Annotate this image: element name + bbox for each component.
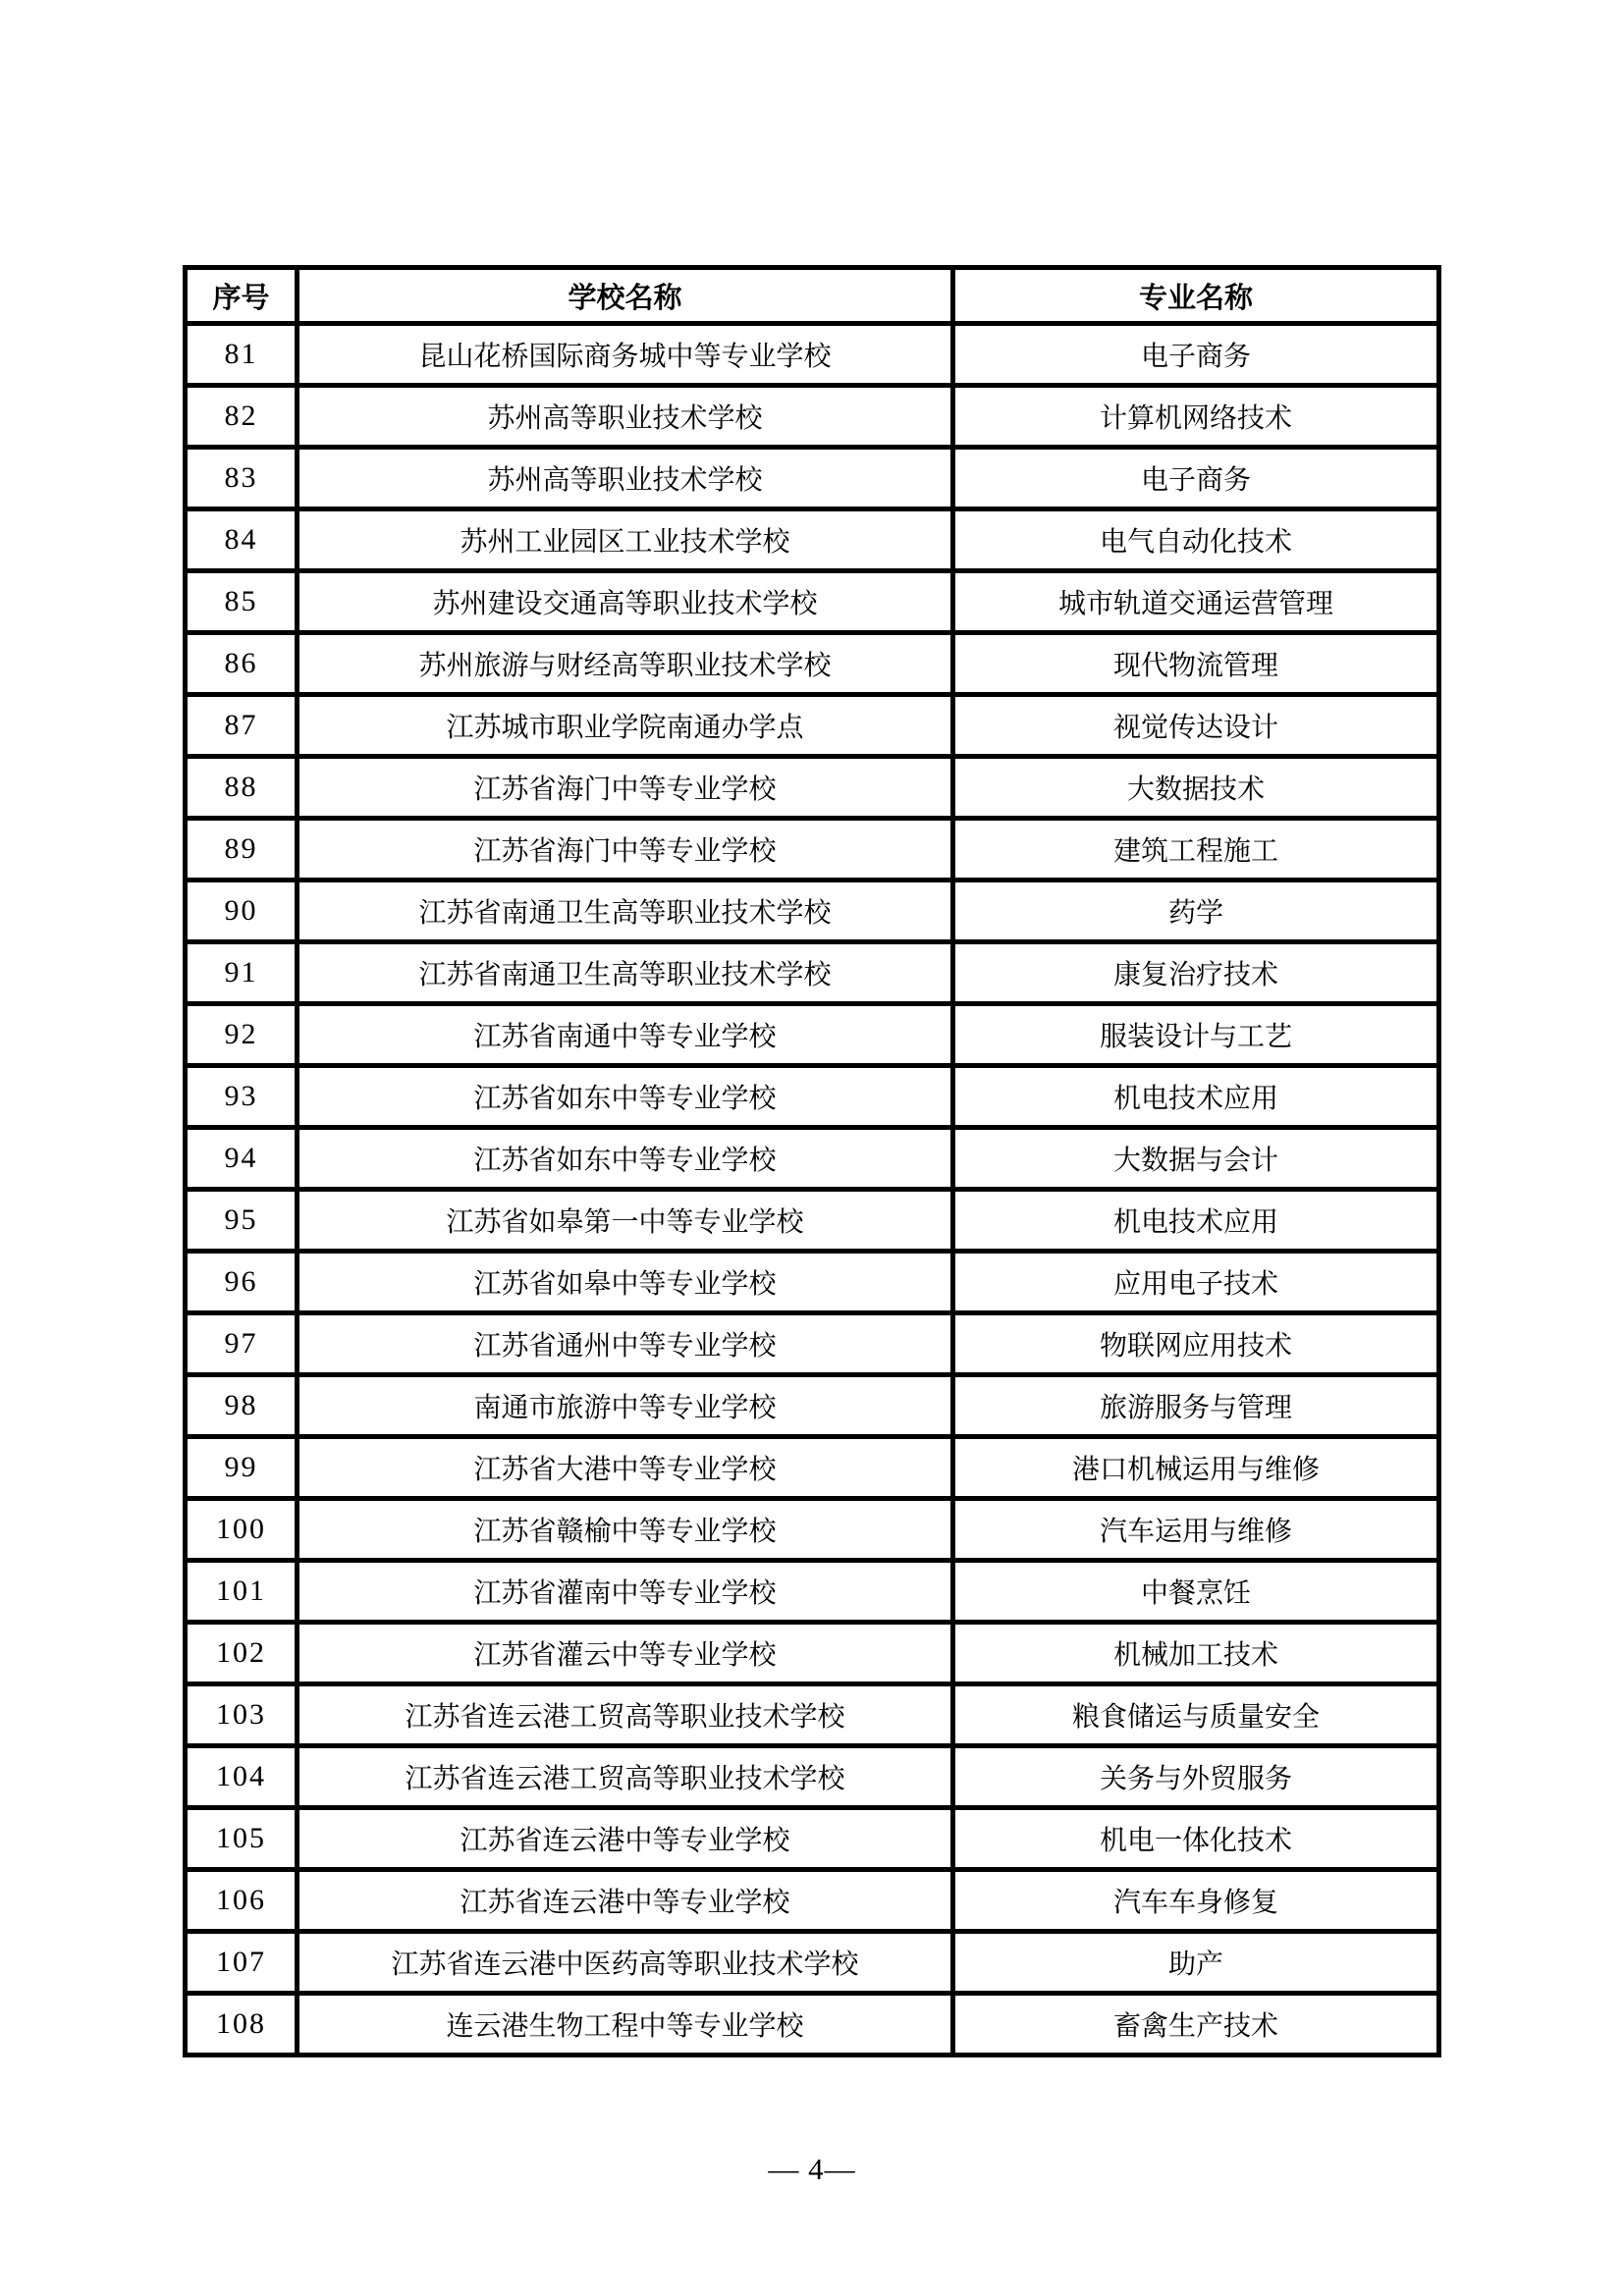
table-row bbox=[186, 1313, 1439, 1375]
row-index: 102 bbox=[186, 1623, 298, 1684]
row-major: 粮食储运与质量安全 bbox=[953, 1684, 1439, 1746]
row-index: 86 bbox=[186, 633, 298, 695]
row-major: 汽车车身修复 bbox=[953, 1870, 1439, 1932]
row-index: 97 bbox=[186, 1313, 298, 1375]
row-major: 机电技术应用 bbox=[953, 1190, 1439, 1252]
row-school: 江苏省南通中等专业学校 bbox=[298, 1004, 953, 1066]
row-index: 84 bbox=[186, 509, 298, 571]
table-row bbox=[186, 1437, 1439, 1499]
row-major: 药学 bbox=[953, 881, 1439, 942]
row-index: 103 bbox=[186, 1684, 298, 1746]
table-row bbox=[186, 1128, 1439, 1190]
column-header-index: 序号 bbox=[186, 268, 298, 324]
row-school: 江苏省灌云中等专业学校 bbox=[298, 1623, 953, 1684]
row-major: 计算机网络技术 bbox=[953, 386, 1439, 448]
row-index: 106 bbox=[186, 1870, 298, 1932]
row-school: 江苏省海门中等专业学校 bbox=[298, 819, 953, 881]
row-index: 90 bbox=[186, 881, 298, 942]
row-index: 93 bbox=[186, 1066, 298, 1128]
row-index: 81 bbox=[186, 324, 298, 386]
table-row bbox=[186, 1808, 1439, 1870]
row-major: 电子商务 bbox=[953, 324, 1439, 386]
row-major: 应用电子技术 bbox=[953, 1252, 1439, 1313]
table-row bbox=[186, 1066, 1439, 1128]
row-school: 江苏省如东中等专业学校 bbox=[298, 1066, 953, 1128]
row-index: 88 bbox=[186, 757, 298, 819]
row-school: 江苏省连云港工贸高等职业技术学校 bbox=[298, 1746, 953, 1808]
row-major: 大数据技术 bbox=[953, 757, 1439, 819]
row-school: 江苏省大港中等专业学校 bbox=[298, 1437, 953, 1499]
row-major: 现代物流管理 bbox=[953, 633, 1439, 695]
row-school: 江苏省连云港中等专业学校 bbox=[298, 1808, 953, 1870]
table-row bbox=[186, 819, 1439, 881]
table-row bbox=[186, 1375, 1439, 1437]
table-row bbox=[186, 1684, 1439, 1746]
table-row bbox=[186, 509, 1439, 571]
row-index: 89 bbox=[186, 819, 298, 881]
row-school: 江苏省如皋第一中等专业学校 bbox=[298, 1190, 953, 1252]
table-row bbox=[186, 571, 1439, 633]
row-school: 江苏省赣榆中等专业学校 bbox=[298, 1499, 953, 1561]
table-row bbox=[186, 1190, 1439, 1252]
table-row bbox=[186, 1870, 1439, 1932]
table-row bbox=[186, 1004, 1439, 1066]
row-major: 助产 bbox=[953, 1932, 1439, 1994]
row-school: 江苏省如皋中等专业学校 bbox=[298, 1252, 953, 1313]
row-major: 物联网应用技术 bbox=[953, 1313, 1439, 1375]
row-major: 汽车运用与维修 bbox=[953, 1499, 1439, 1561]
row-index: 107 bbox=[186, 1932, 298, 1994]
row-major: 电子商务 bbox=[953, 448, 1439, 509]
column-header-school: 学校名称 bbox=[298, 268, 953, 324]
header-row bbox=[186, 268, 1439, 324]
row-index: 91 bbox=[186, 942, 298, 1004]
row-school: 江苏省通州中等专业学校 bbox=[298, 1313, 953, 1375]
row-index: 85 bbox=[186, 571, 298, 633]
row-school: 苏州工业园区工业技术学校 bbox=[298, 509, 953, 571]
row-index: 94 bbox=[186, 1128, 298, 1190]
row-school: 江苏省海门中等专业学校 bbox=[298, 757, 953, 819]
row-index: 82 bbox=[186, 386, 298, 448]
row-major: 大数据与会计 bbox=[953, 1128, 1439, 1190]
table-row bbox=[186, 1623, 1439, 1684]
row-index: 101 bbox=[186, 1561, 298, 1623]
row-school: 江苏省连云港中医药高等职业技术学校 bbox=[298, 1932, 953, 1994]
row-school: 苏州旅游与财经高等职业技术学校 bbox=[298, 633, 953, 695]
table-row bbox=[186, 386, 1439, 448]
table-row bbox=[186, 881, 1439, 942]
row-major: 服装设计与工艺 bbox=[953, 1004, 1439, 1066]
row-index: 87 bbox=[186, 695, 298, 757]
table-row bbox=[186, 695, 1439, 757]
row-school: 江苏省连云港中等专业学校 bbox=[298, 1870, 953, 1932]
row-school: 江苏省南通卫生高等职业技术学校 bbox=[298, 881, 953, 942]
table-row bbox=[186, 757, 1439, 819]
row-major: 机电一体化技术 bbox=[953, 1808, 1439, 1870]
row-index: 98 bbox=[186, 1375, 298, 1437]
table-row bbox=[186, 942, 1439, 1004]
row-school: 南通市旅游中等专业学校 bbox=[298, 1375, 953, 1437]
school-major-table bbox=[183, 265, 1441, 2057]
row-index: 108 bbox=[186, 1994, 298, 2056]
row-index: 83 bbox=[186, 448, 298, 509]
row-index: 96 bbox=[186, 1252, 298, 1313]
row-index: 92 bbox=[186, 1004, 298, 1066]
column-header-major: 专业名称 bbox=[953, 268, 1439, 324]
table-row bbox=[186, 1932, 1439, 1994]
row-major: 机械加工技术 bbox=[953, 1623, 1439, 1684]
row-index: 105 bbox=[186, 1808, 298, 1870]
row-school: 江苏省连云港工贸高等职业技术学校 bbox=[298, 1684, 953, 1746]
table-row bbox=[186, 1499, 1439, 1561]
table-header bbox=[186, 268, 1439, 324]
row-major: 视觉传达设计 bbox=[953, 695, 1439, 757]
row-index: 95 bbox=[186, 1190, 298, 1252]
table-row bbox=[186, 1994, 1439, 2056]
table-row bbox=[186, 633, 1439, 695]
row-major: 机电技术应用 bbox=[953, 1066, 1439, 1128]
row-school: 江苏省南通卫生高等职业技术学校 bbox=[298, 942, 953, 1004]
table-body bbox=[186, 324, 1439, 2056]
row-index: 100 bbox=[186, 1499, 298, 1561]
row-school: 苏州建设交通高等职业技术学校 bbox=[298, 571, 953, 633]
row-major: 建筑工程施工 bbox=[953, 819, 1439, 881]
table-row bbox=[186, 1561, 1439, 1623]
table-row bbox=[186, 1746, 1439, 1808]
row-major: 港口机械运用与维修 bbox=[953, 1437, 1439, 1499]
row-major: 中餐烹饪 bbox=[953, 1561, 1439, 1623]
row-major: 城市轨道交通运营管理 bbox=[953, 571, 1439, 633]
row-index: 99 bbox=[186, 1437, 298, 1499]
row-major: 康复治疗技术 bbox=[953, 942, 1439, 1004]
row-major: 旅游服务与管理 bbox=[953, 1375, 1439, 1437]
row-major: 畜禽生产技术 bbox=[953, 1994, 1439, 2056]
row-school: 江苏省如东中等专业学校 bbox=[298, 1128, 953, 1190]
table-row bbox=[186, 1252, 1439, 1313]
row-school: 苏州高等职业技术学校 bbox=[298, 448, 953, 509]
table-row bbox=[186, 324, 1439, 386]
table-row bbox=[186, 448, 1439, 509]
row-major: 电气自动化技术 bbox=[953, 509, 1439, 571]
row-major: 关务与外贸服务 bbox=[953, 1746, 1439, 1808]
row-school: 昆山花桥国际商务城中等专业学校 bbox=[298, 324, 953, 386]
row-school: 连云港生物工程中等专业学校 bbox=[298, 1994, 953, 2056]
page-number: — 4— bbox=[768, 2152, 856, 2186]
row-school: 江苏城市职业学院南通办学点 bbox=[298, 695, 953, 757]
row-school: 苏州高等职业技术学校 bbox=[298, 386, 953, 448]
row-index: 104 bbox=[186, 1746, 298, 1808]
row-school: 江苏省灌南中等专业学校 bbox=[298, 1561, 953, 1623]
